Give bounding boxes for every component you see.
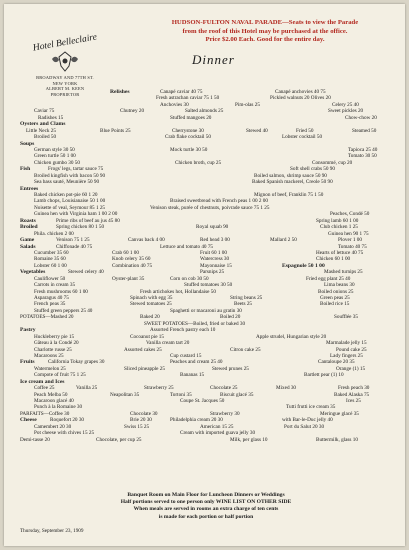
menu-item: Corn on cob 30 50 <box>170 275 209 282</box>
menu-item: Canapé caviar 40 75 <box>160 89 203 95</box>
menu-item: Tapioca 25 40 <box>348 146 378 153</box>
menu-item: Citron cake 25 <box>230 346 261 353</box>
menu-item: Broiled 50 <box>34 134 57 141</box>
menu-item: Boiled onions 25 <box>318 288 354 295</box>
menu-section-label: Entrees <box>20 185 39 192</box>
menu-item: Stewed celery 40 <box>68 269 104 276</box>
menu-item: Cup custard 15 <box>170 352 202 359</box>
menu-item: Stewed 40 <box>246 127 268 134</box>
menu-item: Frogs' legs, tartar sauce 75 <box>48 166 104 173</box>
menu-item: Stuffed tomatoes 30 50 <box>184 282 233 289</box>
menu-item: Macaroon glacé 40 <box>34 398 74 404</box>
menu-item: Biscuit glacé 35 <box>220 391 254 398</box>
menu-item: Baked Spanish mackerel, Creole 50 90 <box>252 179 333 186</box>
menu-item: Assorted French pastry each 10 <box>150 327 216 334</box>
menu-item: Phila. chicken 2 00 <box>34 230 74 237</box>
menu-item: Orange (1) 15 <box>336 365 366 372</box>
menu-item: Carrots in cream 35 <box>34 282 76 289</box>
menu-item: Punch à la Romaine 30 <box>34 404 83 411</box>
menu-item: Huckleberry pie 15 <box>34 333 75 340</box>
menu-item: Demi-tasse 20 <box>20 436 50 443</box>
menu-item: Oyster-plant 35 <box>112 275 145 282</box>
menu-title: Dinner <box>192 52 235 67</box>
menu-item: Cocoanut pie 15 <box>130 333 164 340</box>
menu-item: Watercress 30 <box>200 256 230 263</box>
menu-footer <box>20 492 392 521</box>
menu-item: Baked chicken pot-pie 60 1 20 <box>34 192 98 198</box>
menu-section-label: Ice cream and Ices <box>20 378 65 385</box>
menu-item: Tomato 40 75 <box>338 243 367 250</box>
footer-line: When meals are served in rooms an extra charge of ten cents <box>133 506 279 513</box>
menu-row <box>20 437 392 443</box>
menu-item: Canvas back 4 00 <box>128 237 165 244</box>
menu-item: SWEET POTATOES—Boiled, fried or baked 30 <box>144 320 246 327</box>
menu-item: Noisette of veal, Seymour 85 1 25 <box>34 204 106 211</box>
menu-item: Green peas 25 <box>320 295 350 301</box>
hotel-proprietor-title: PROPRIETOR <box>50 91 80 97</box>
menu-item: Parsnips 25 <box>200 269 225 276</box>
menu-item: Cream with imported guava jelly 30 <box>180 430 256 437</box>
menu-item: Romaine 35 60 <box>34 256 66 263</box>
menu-item: Pot cheese with chives 15 25 <box>34 430 95 437</box>
menu-section-label: Oysters and Clams <box>20 121 66 128</box>
menu-item: Stuffed green peppers 25 40 <box>34 307 93 314</box>
menu-section-label: Soups <box>20 140 35 147</box>
menu-item: Lima beans 30 <box>324 282 355 289</box>
menu-item: Mashed turnips 25 <box>324 269 363 276</box>
menu-item: Cherrystone 30 <box>172 127 204 134</box>
menu-item: Coffee 25 <box>34 385 55 392</box>
menu-item: Fresh mushrooms 60 1 00 <box>34 288 88 295</box>
footer-line: Half portions served to one person only WINE LIST ON OTHER SIDE <box>120 499 292 506</box>
menu-item: Tutti frutti ice cream 35 <box>286 404 336 411</box>
menu-item: Baked 20 <box>140 314 160 321</box>
menu-section-label: Broiled <box>20 224 38 231</box>
menu-section-label: Espagnole 50 1 00 <box>282 262 325 269</box>
menu-item: Brie 20 30 <box>130 417 152 424</box>
menu-item: Celery 25 40 <box>332 101 359 108</box>
menu-page <box>4 4 405 546</box>
menu-item: Boiled salmon, shrimp sauce 50 90 <box>254 172 327 179</box>
menu-item: Lady fingers 25 <box>330 352 363 359</box>
menu-section-label: Vegetables <box>20 269 46 276</box>
menu-item: Chiffonade 40 75 <box>56 243 93 250</box>
menu-item: Royal squab 90 <box>196 224 229 231</box>
hotel-address: BROADWAY AND 77TH ST. <box>36 75 94 80</box>
menu-item: Baked Alaska 75 <box>334 391 370 398</box>
menu-item: Fresh artichokes hot, Hollandaise 50 <box>140 288 216 295</box>
menu-item: Prime ribs of beef au jus 45 80 <box>56 217 120 224</box>
menu-item: Red head 3 00 <box>200 237 230 244</box>
menu-item: Fried 50 <box>296 127 314 134</box>
menu-item: Broiled kingfish with bacon 50 90 <box>34 172 106 179</box>
menu-item: Mock turtle 30 50 <box>170 146 208 153</box>
menu-item: with Bar-le-Duc jelly 40 <box>282 417 333 424</box>
menu-item: Spinach with egg 35 <box>130 295 173 301</box>
menu-item: Stuffed mangoes 20 <box>170 114 212 121</box>
menu-item: Vanilla 25 <box>76 385 98 392</box>
menu-section-label: Fish <box>20 166 31 173</box>
menu-item: Hearts of lettuce 40 75 <box>316 249 364 256</box>
menu-section-label: Roasts <box>20 217 36 224</box>
menu-item: Soufflée 35 <box>334 314 358 321</box>
menu-item: Pound cake 25 <box>336 346 367 353</box>
menu-item: Chicken broth, cup 25 <box>175 159 222 166</box>
menu-item: Beets 25 <box>234 301 253 308</box>
menu-item: Pickled walnuts 20 Olives 20 <box>270 95 331 102</box>
menu-item: Assorted cakes 25 <box>124 346 162 353</box>
menu-body <box>20 89 392 443</box>
menu-item: Guinea hen 90 1 75 <box>328 230 369 237</box>
menu-item: American 15 25 <box>200 423 234 430</box>
menu-item: Chocolate 25 <box>210 385 238 392</box>
menu-item: Mayonnaise 15 <box>200 262 232 269</box>
menu-item: Tortoni 35 <box>170 391 192 398</box>
menu-item: Meringue glacé 35 <box>320 410 359 417</box>
banner-line: Price $2.00 Each. Good for the entire day. <box>205 36 325 44</box>
menu-item: Bananas 15 <box>180 372 205 379</box>
menu-item: PARFAITS—Coffee 30 <box>20 410 70 417</box>
banner-line: from the roof of this Hotel may be purchased at the office. <box>182 27 348 35</box>
menu-item: Tomato 30 50 <box>348 153 377 160</box>
menu-item: Lamb chops, Louisianaise 50 1 00 <box>34 198 106 205</box>
menu-item: Boiled 20 <box>220 314 241 321</box>
menu-item: Buttermilk, glass 10 <box>316 436 358 443</box>
menu-item: Lettuce and tomato 40 75 <box>160 243 214 250</box>
crest-icon <box>49 51 81 73</box>
menu-item: Venison 75 1 25 <box>56 237 90 244</box>
menu-item: French peas 35 <box>34 301 66 308</box>
menu-item: Little Neck 25 <box>26 127 56 134</box>
menu-date: Thursday, September 23, 1909 <box>20 528 84 534</box>
menu-item: German style 30 50 <box>34 146 75 153</box>
menu-item: Stewed tomatoes 25 <box>130 301 172 308</box>
menu-item: Neapolitan 35 <box>110 391 140 398</box>
menu-item: Coupe St. Jacques 50 <box>180 398 225 404</box>
menu-item: Knob celery 35 60 <box>112 256 151 263</box>
menu-item: Crab 60 1 00 <box>112 249 139 256</box>
menu-item: Fried egg plant 25 40 <box>306 275 351 282</box>
menu-item: Vanilla cream tart 20 <box>146 340 190 347</box>
menu-item: Fruit 60 1 00 <box>200 249 227 256</box>
menu-item: Strawberry 30 <box>210 410 240 417</box>
menu-item: Chicken gumbo 30 50 <box>34 159 80 166</box>
menu-item: Combination 40 75 <box>112 262 153 269</box>
menu-item: Sweet pickles 20 <box>328 108 364 115</box>
menu-item: Marmalade jelly 15 <box>326 340 367 347</box>
menu-item: Ices 25 <box>346 398 361 404</box>
menu-section-label: Salads <box>20 243 36 250</box>
parade-banner <box>132 19 398 45</box>
menu-item: Canapé anchovies 40 75 <box>275 89 326 95</box>
menu-section-label: Relishes <box>110 89 130 95</box>
menu-item: Compote of fruit 75 1 25 <box>34 372 86 379</box>
menu-item: Radishes 15 <box>38 114 64 121</box>
menu-item: Club chicken 1 25 <box>320 224 358 231</box>
menu-item: Venison steak, purée of chestnuts, poivrade sauce 75 1 25 <box>150 204 270 211</box>
menu-item: Chow-chow 20 <box>345 114 377 121</box>
menu-item: Cantaloupe 20 35 <box>318 359 355 366</box>
menu-item: Mallard 2 50 <box>270 237 297 244</box>
menu-item: Asparagus 40 75 <box>34 295 69 301</box>
menu-item: Boiled rice 15 <box>320 301 350 308</box>
menu-item: Braised sweetbread with French peas 1 00 2 00 <box>170 198 268 205</box>
menu-item: Green turtle 50 1 00 <box>34 153 76 160</box>
menu-item: Chocolate 30 <box>130 410 158 417</box>
menu-item: Anchovies 30 <box>160 101 189 108</box>
menu-item: Bartlett pear (1) 10 <box>304 372 344 379</box>
banner-line: HUDSON-FULTON NAVAL PARADE—Seats to view the Parade <box>171 19 359 26</box>
menu-item: Peach Melba 50 <box>34 391 68 398</box>
menu-item: Mignon of beef, Franklin 75 1 50 <box>254 192 324 198</box>
menu-item: Gâteau à la Condé 20 <box>34 340 79 347</box>
menu-item: Spaghetti or macaroni au gratin 30 <box>170 307 242 314</box>
menu-item: Peaches, Condé 50 <box>330 211 370 218</box>
menu-item: Apple strudel, Hungarian style 20 <box>256 333 327 340</box>
menu-item: Macaroons 25 <box>34 352 64 359</box>
menu-item: Fresh astrachan caviar 75 1 50 <box>156 95 220 102</box>
menu-item: Guinea hen with Virginia ham 1 00 2 00 <box>34 211 118 218</box>
menu-item: Camembert 20 30 <box>34 423 72 430</box>
menu-section-label: Pastry <box>20 327 36 334</box>
menu-item: Sliced pineapple 25 <box>124 365 165 372</box>
menu-item: Roquefort 20 30 <box>50 417 85 424</box>
menu-section-label: Fruits <box>20 359 35 366</box>
menu-item: Mixed 30 <box>276 385 297 392</box>
hotel-proprietor: ALBERT M. KEEN <box>45 86 85 92</box>
menu-item: Pim-olas 25 <box>235 101 260 108</box>
menu-item: Swiss 15 25 <box>124 423 150 430</box>
menu-item: Strawberry 25 <box>144 385 174 392</box>
menu-section-label: Cheese <box>20 417 37 424</box>
menu-item: Blue Points 25 <box>100 127 131 134</box>
menu-item: Spring lamb 60 1 00 <box>316 217 359 224</box>
hotel-logo-name: Hotel Belleclaire <box>32 32 98 54</box>
menu-item: Cucumber 35 60 <box>34 249 69 256</box>
menu-section-label: Game <box>20 237 35 244</box>
menu-item: Plover 1 00 <box>338 237 362 244</box>
hotel-city: NEW YORK <box>52 80 78 86</box>
menu-item: Chicken 60 1 00 <box>316 256 351 263</box>
menu-item: Fresh peach 30 <box>338 385 370 392</box>
menu-item: Salted almonds 25 <box>185 108 224 115</box>
menu-item: Soft shell crabs 50 90 <box>290 166 335 173</box>
footer-line: Banquet Room on Main Floor for Luncheon Dinners or Weddings <box>127 492 285 498</box>
menu-item: Chocolate, per cup 25 <box>96 436 142 443</box>
menu-item: POTATOES—Mashed 20 <box>20 314 74 321</box>
menu-item: Caviar 75 <box>34 108 55 115</box>
menu-item: Sea bass sauté, Meunière 50 90 <box>34 179 100 186</box>
menu-item: Spring chicken 80 1 50 <box>56 224 105 231</box>
menu-item: Stewed prunes 25 <box>212 365 249 372</box>
menu-item: Watermelon 25 <box>34 365 66 372</box>
menu-item: Lobster 60 1 00 <box>34 262 67 269</box>
menu-item: Milk, per glass 10 <box>230 436 268 443</box>
menu-item: Charlotte russe 25 <box>34 346 72 353</box>
menu-item: String beans 25 <box>230 295 263 301</box>
menu-item: Cauliflower 50 <box>34 275 66 282</box>
menu-item: Lobster cocktail 50 <box>282 134 323 141</box>
menu-item: Steamed 50 <box>352 127 377 134</box>
menu-item: Crab flake cocktail 50 <box>165 134 211 141</box>
menu-item: Consommé, cup 20 <box>312 159 353 166</box>
menu-item: California Tokay grapes 30 <box>48 359 105 366</box>
menu-item: Philadelphia cream 20 30 <box>170 417 223 424</box>
menu-item: Chutney 20 <box>120 108 145 115</box>
menu-item: Peaches and cream 25 40 <box>170 359 223 366</box>
footer-line: is made for each portion or half portion <box>158 513 254 520</box>
menu-item: Port du Salut 20 30 <box>284 423 325 430</box>
